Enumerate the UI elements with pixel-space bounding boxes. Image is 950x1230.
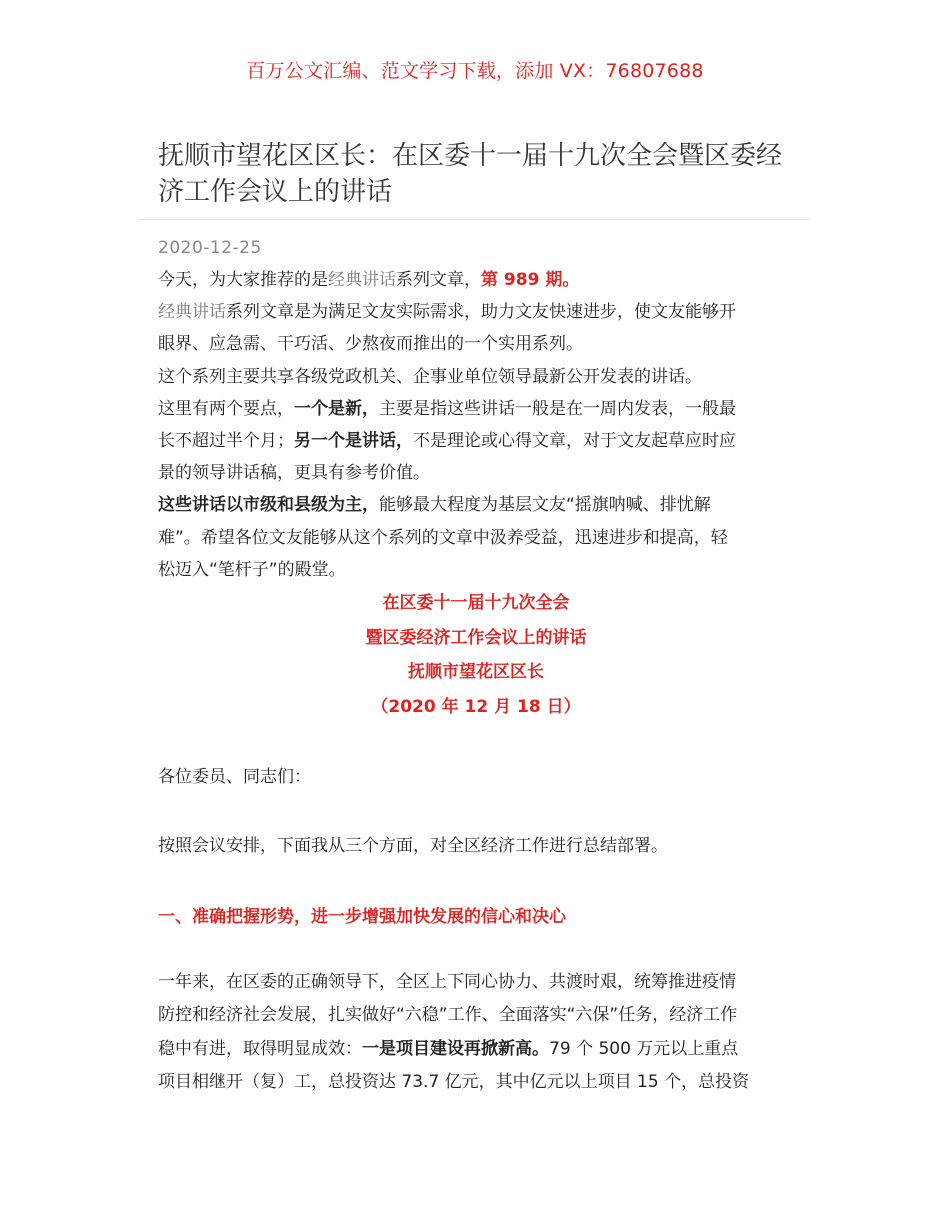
- intro-paragraph-2: [158, 296, 794, 328]
- intro-paragraph-4: [158, 393, 794, 425]
- title-line-1: 抚顺市望花区区长：在区委十一届十九次全会暨区委经: [158, 141, 783, 171]
- opening-paragraph: 按照会议安排，下面我从三个方面，对全区经济工作进行总结部署。: [158, 836, 668, 856]
- intro-section: [158, 264, 794, 586]
- intro-paragraph-3: 这个系列主要共享各级党政机关、企事业单位领导最新公开发表的讲话。: [158, 366, 702, 387]
- issue-number: 第 989 期。: [481, 270, 580, 290]
- series-link[interactable]: 经典讲话: [328, 270, 396, 290]
- salutation: 各位委员、同志们：: [158, 767, 311, 787]
- title-line-2: 济工作会议上的讲话: [158, 177, 393, 207]
- section-1-line-4: 项目相继开（复）工，总投资达 73.7 亿元，其中亿元以上项目 15 个，总投资: [158, 1072, 750, 1093]
- bold-text: 一个是新，: [294, 398, 379, 419]
- intro-paragraph-5-end: 松迈入“笔杆子”的殿堂。: [158, 559, 346, 580]
- publish-date: 2020-12-25: [158, 238, 262, 258]
- intro-text: 今天，为大家推荐的是: [158, 270, 328, 290]
- intro-paragraph-2-cont: 眼界、应急需、干巧活、少熬夜而推出的一个实用系列。: [158, 334, 583, 355]
- article-title: [158, 138, 798, 210]
- speaker: 抚顺市望花区区长: [408, 662, 544, 682]
- intro-text: 长不超过半个月；: [158, 431, 294, 452]
- section-1-body: [158, 966, 794, 1100]
- intro-paragraph-5-cont: 难”。希望各位文友能够从这个系列的文章中汲养受益，迅速进步和提高，轻: [158, 527, 728, 548]
- speech-title-line-2: 暨区委经济工作会议上的讲话: [365, 627, 587, 648]
- section-1-line-2: 防控和经济社会发展，扎实做好“六稳”工作、全面落实“六保”任务，经济工作: [158, 1005, 738, 1026]
- intro-text: 能够最大程度为基层文友“摇旗呐喊、排忧解: [379, 495, 711, 516]
- intro-text: 系列文章是为满足文友实际需求，助力文友快速进步，使文友能够开: [226, 302, 736, 323]
- intro-paragraph-5: [158, 489, 794, 521]
- body-text: 79 个 500 万元以上重点: [549, 1038, 739, 1059]
- speech-title-line-1: 在区委十一届十九次全会: [382, 593, 570, 613]
- series-link[interactable]: 经典讲话: [158, 302, 226, 323]
- section-1-line-1: 一年来，在区委的正确领导下，全区上下同心协力、共渡时艰，统筹推进疫情: [158, 972, 736, 992]
- intro-text: 这里有两个要点，: [158, 398, 294, 419]
- bold-text: 一是项目建设再掀新高。: [362, 1038, 549, 1059]
- intro-text: 不是理论或心得文章，对于文友起草应时应: [413, 431, 736, 452]
- section-1-heading: 一、准确把握形势，进一步增强加快发展的信心和决心: [158, 907, 566, 927]
- section-1-line-3: [158, 1033, 794, 1066]
- intro-text: 主要是指这些讲话一般是在一周内发表，一般最: [379, 398, 736, 419]
- title-divider: [140, 219, 810, 220]
- intro-paragraph-4-end: 景的领导讲话稿，更具有参考价值。: [158, 463, 430, 484]
- intro-paragraph-4-cont: [158, 425, 794, 457]
- bold-text: 这些讲话以市级和县级为主，: [158, 495, 379, 516]
- intro-text: 系列文章，: [396, 270, 481, 290]
- speech-date: （2020 年 12 月 18 日）: [371, 696, 581, 717]
- bold-text: 另一个是讲话，: [294, 431, 413, 452]
- intro-paragraph-1: [158, 264, 794, 296]
- promo-banner: 百万公文汇编、范文学习下载，添加 VX：76807688: [246, 60, 704, 82]
- speech-header: [158, 586, 794, 724]
- body-text: 稳中有进，取得明显成效：: [158, 1038, 362, 1059]
